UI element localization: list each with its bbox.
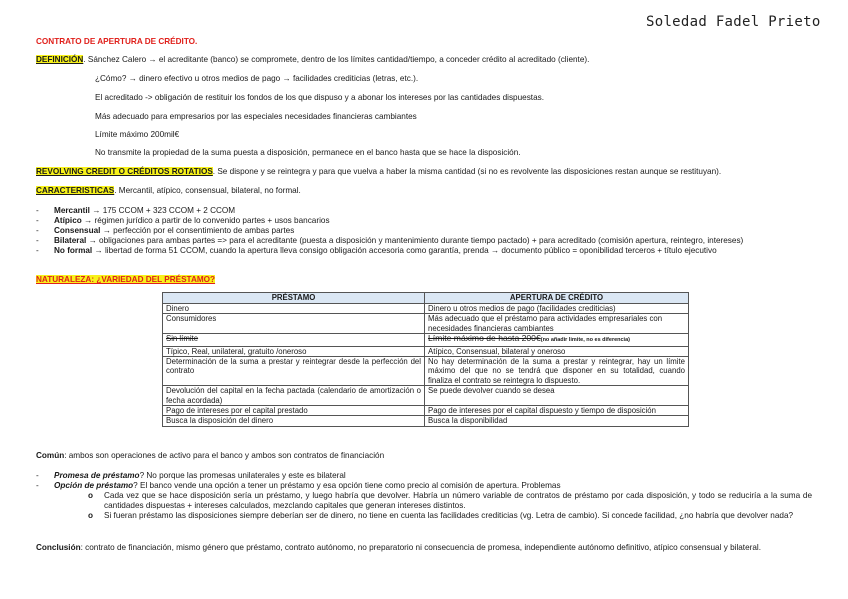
table-row xyxy=(163,416,689,426)
list-item: o Si fueran préstamo las disposiciones siempre deberían ser de dinero, no tiene en cuenta las facilidades crediticias (vg. Letra de cambio). Si concede facilidad, ¿no habría que devolver nada? xyxy=(88,511,812,521)
item-term: Mercantil xyxy=(54,206,90,215)
table-row xyxy=(163,406,689,416)
list-item xyxy=(36,226,743,236)
list-item xyxy=(36,471,561,481)
table-header-row xyxy=(163,293,689,304)
item-text: → libertad de forma 51 CCOM, cuando la apertura lleva consigo obligación accesoria como garantía, prenda → documento público = oponibilidad terceros + título ejecutivo xyxy=(92,246,717,255)
definicion-text: . Sánchez Calero → el acreditante (banco) se compromete, dentro de los límites cantidad/tiempo, a conceder crédito al acreditado (cliente). xyxy=(83,55,590,64)
limit-note: (no añadir limite, no es diferencia) xyxy=(540,337,630,344)
author-signature: Soledad Fadel Prieto xyxy=(646,14,821,30)
definicion-line-5: No transmite la propiedad de la suma puesta a disposición, permanece en el banco hasta que se hace la disposición. xyxy=(95,148,521,157)
item-term: Promesa de préstamo xyxy=(54,471,140,480)
item-text: → obligaciones para ambas partes => para el acreditante (puesta a disposición y mantenimiento durante tiempo pactado) + para acreditado (comisión apertura, reintegro, intereses) xyxy=(86,236,744,245)
document-title: CONTRATO DE APERTURA DE CRÉDITO. xyxy=(36,37,198,46)
promesa-sublist xyxy=(88,491,812,521)
table-cell: Atípico, Consensual, bilateral y oneroso xyxy=(425,346,689,356)
item-text: ? No porque las promesas unilaterales y este es bilateral xyxy=(139,471,346,480)
caracteristicas-text: . Mercantil, atípico, consensual, bilateral, no formal. xyxy=(114,186,301,195)
revolving-text: . Se dispone y se reintegra y para que vuelva a haber la misma cantidad (si no es revolvente las disposiciones restan aunque se restituyan). xyxy=(212,167,722,176)
list-item xyxy=(36,216,743,226)
table-cell: Pago de intereses por el capital dispuesto y tiempo de disposición xyxy=(425,406,689,416)
header-prestamo: PRÉSTAMO xyxy=(163,293,425,304)
list-item: o Cada vez que se hace disposición sería un préstamo, y luego habría que devolver. Habría un número variable de contratos de préstamo por cada disposición, y todo se reduciría a la suma de cantidades dispuestas + intereses calculados, mezclando capitales que generan intereses distintos. xyxy=(88,491,812,511)
table-cell: Dinero u otros medios de pago (facilidades crediticias) xyxy=(425,304,689,314)
naturaleza-label: NATURALEZA: ¿VARIEDAD DEL PRÉSTAMO? xyxy=(36,275,216,284)
table-row xyxy=(163,386,689,406)
list-item xyxy=(36,246,743,256)
caracteristicas-label: CARACTERISTICAS xyxy=(36,186,115,195)
table-cell: Dinero xyxy=(163,304,425,314)
table-row xyxy=(163,346,689,356)
revolving-label: REVOLVING CREDIT O CRÉDITOS ROTATIOS xyxy=(36,167,213,176)
item-text: → régimen jurídico a partir de lo convenido partes + usos bancarios xyxy=(81,216,330,225)
item-text: ? El banco vende una opción a tener un préstamo y esa opción tiene como precio al comisión de apertura. Problemas xyxy=(133,481,561,490)
table-row xyxy=(163,304,689,314)
caracteristicas-line xyxy=(36,186,301,196)
list-item xyxy=(36,206,743,216)
revolving-line xyxy=(36,167,721,177)
table-cell: No hay determinación de la suma a prestar y reintegrar, hay un límite máximo del que no se tendrá que disponer en su totalidad, cuando finaliza el contrato se reintegra lo dispuesto. xyxy=(425,357,689,386)
table-cell: Consumidores xyxy=(163,314,425,334)
caracteristicas-list xyxy=(36,206,743,256)
table-cell-limit xyxy=(425,334,689,346)
comun-label: Común xyxy=(36,451,65,460)
item-term: Atípico xyxy=(54,216,82,225)
definicion-line-1: ¿Cómo? → dinero efectivo u otros medios de pago → facilidades crediticias (letras, etc.). xyxy=(95,74,419,83)
conclusion-label: Conclusión xyxy=(36,543,81,552)
item-text: → perfección por el consentimiento de ambas partes xyxy=(100,226,295,235)
comparison-table xyxy=(162,292,689,427)
item-term: Consensual xyxy=(54,226,101,235)
definicion-line-4: Límite máximo 200mil€ xyxy=(95,130,180,139)
table-cell: Pago de intereses por el capital prestado xyxy=(163,406,425,416)
comun-line xyxy=(36,451,384,461)
comun-text: : ambos son operaciones de activo para el banco y ambos son contratos de financiación xyxy=(64,451,385,460)
table-cell: Sin límite xyxy=(163,334,425,346)
conclusion-text: : contrato de financiación, mismo género que préstamo, contrato autónomo, no preparatorio ni consecuencia de promesa, independiente autónomo definitivo, atípico consensual y bilateral. xyxy=(80,543,762,552)
list-item xyxy=(36,481,561,491)
table-cell: Típico, Real, unilateral, gratuito /oneroso xyxy=(163,346,425,356)
promesa-list xyxy=(36,471,561,491)
item-term: Opción de préstamo xyxy=(54,481,134,490)
table-row xyxy=(163,314,689,334)
table-cell: Busca la disposición del dinero xyxy=(163,416,425,426)
conclusion-paragraph xyxy=(36,543,812,553)
table-cell: Devolución del capital en la fecha pactada (calendario de amortización o fecha acordada) xyxy=(163,386,425,406)
definicion-label: DEFINICIÓN xyxy=(36,55,84,64)
naturaleza-line xyxy=(36,275,215,285)
table-row xyxy=(163,334,689,346)
item-term: No formal xyxy=(54,246,93,255)
table-cell: Busca la disponibilidad xyxy=(425,416,689,426)
table-cell: Se puede devolver cuando se desea xyxy=(425,386,689,406)
definicion-line-2: El acreditado -> obligación de restituir los fondos de los que dispuso y a abonar los intereses por las cantidades dispuestas. xyxy=(95,93,544,102)
table-cell: Más adecuado que el préstamo para actividades empresariales con necesidades financieras cambiantes xyxy=(425,314,689,334)
definicion-line xyxy=(36,55,589,65)
table-cell: Determinación de la suma a prestar y reintegrar desde la perfección del contrato xyxy=(163,357,425,386)
item-term: Bilateral xyxy=(54,236,87,245)
list-item xyxy=(36,236,743,246)
limit-text: Límite máximo de hasta 200€ xyxy=(428,333,541,344)
definicion-line-3: Más adecuado para empresarios por las especiales necesidades financieras cambiantes xyxy=(95,112,417,121)
item-text: → 175 CCOM + 323 CCOM + 2 CCOM xyxy=(89,206,236,215)
header-apertura: APERTURA DE CRÉDITO xyxy=(425,293,689,304)
table-row xyxy=(163,357,689,386)
